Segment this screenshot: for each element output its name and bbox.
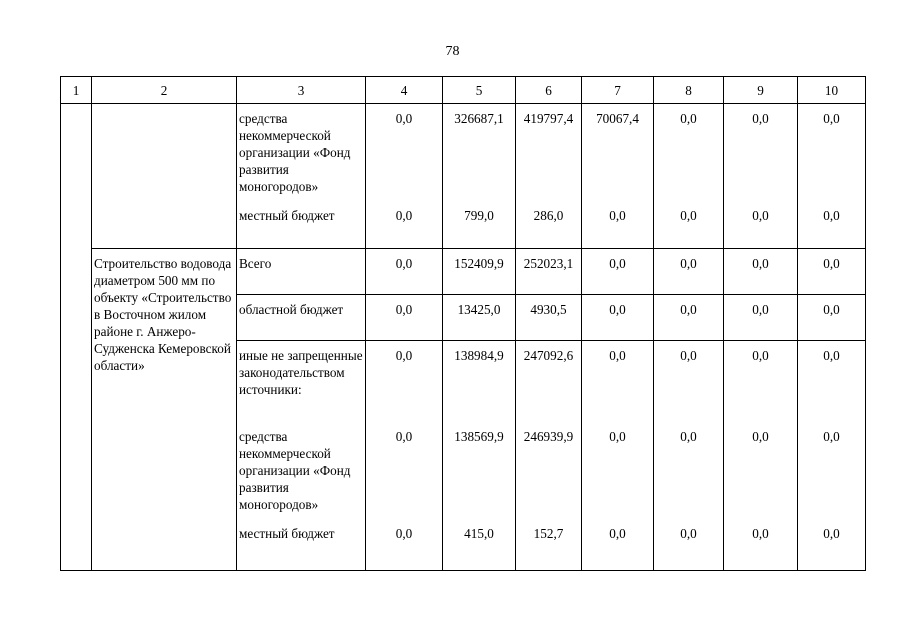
value-cell: 0,0 bbox=[724, 249, 798, 295]
value-cell: 152409,9 bbox=[443, 249, 516, 295]
value-cell: 286,0 bbox=[533, 208, 564, 223]
value-cell: 138569,9 bbox=[454, 429, 504, 444]
header-cell: 3 bbox=[237, 77, 366, 104]
value-cell: 419797,4 bbox=[523, 111, 574, 126]
source-label: средства некоммерческой организации «Фонд развития моногородов» bbox=[239, 111, 351, 194]
value-cell: 0,0 bbox=[395, 429, 413, 444]
header-cell: 2 bbox=[92, 77, 237, 104]
value-cell: 0,0 bbox=[395, 526, 413, 541]
value-cell: 0,0 bbox=[609, 208, 626, 223]
value-cell: 0,0 bbox=[654, 249, 724, 295]
value-cell: 138984,9 bbox=[454, 348, 504, 363]
value-cell: 0,0 bbox=[680, 208, 697, 223]
value-cell: 0,0 bbox=[823, 208, 840, 223]
value-cell: 0,0 bbox=[798, 249, 866, 295]
value-cell: 0,0 bbox=[823, 348, 840, 363]
value-cell: 0,0 bbox=[724, 295, 798, 341]
value-cell: 0,0 bbox=[395, 208, 413, 223]
value-cell: 0,0 bbox=[752, 348, 769, 363]
value-cell: 247092,6 bbox=[523, 348, 574, 363]
value-cell: 0,0 bbox=[654, 295, 724, 341]
value-cell: 0,0 bbox=[752, 111, 769, 126]
value-cell: 326687,1 bbox=[454, 111, 504, 126]
header-cell: 4 bbox=[366, 77, 443, 104]
value-cell: 70067,4 bbox=[596, 111, 639, 126]
source-label: местный бюджет bbox=[239, 208, 335, 223]
value-cell: 0,0 bbox=[395, 348, 413, 363]
value-cell: 13425,0 bbox=[443, 295, 516, 341]
row-number-cell bbox=[61, 104, 92, 571]
value-cell: 0,0 bbox=[366, 249, 443, 295]
value-cell: 0,0 bbox=[752, 429, 769, 444]
value-cell: 0,0 bbox=[609, 429, 626, 444]
table-row bbox=[61, 249, 866, 295]
header-cell: 6 bbox=[516, 77, 582, 104]
source-label: иные не запрещенные законодательством источники: bbox=[239, 348, 363, 397]
source-label: Всего bbox=[237, 249, 366, 295]
value-cell: 152,7 bbox=[533, 526, 564, 541]
value-cell: 0,0 bbox=[582, 249, 654, 295]
value-cell: 0,0 bbox=[680, 429, 697, 444]
value-cell: 0,0 bbox=[823, 429, 840, 444]
value-cell: 252023,1 bbox=[516, 249, 582, 295]
value-cell: 0,0 bbox=[609, 348, 626, 363]
value-cell: 0,0 bbox=[823, 526, 840, 541]
source-label: средства некоммерческой организации «Фонд развития моногородов» bbox=[239, 429, 351, 512]
value-cell: 0,0 bbox=[680, 111, 697, 126]
value-cell: 0,0 bbox=[680, 348, 697, 363]
value-cell: 4930,5 bbox=[516, 295, 582, 341]
header-cell: 9 bbox=[724, 77, 798, 104]
value-cell: 0,0 bbox=[752, 208, 769, 223]
value-cell: 0,0 bbox=[752, 526, 769, 541]
value-cell: 0,0 bbox=[823, 111, 840, 126]
object-name: Строительство водовода диаметром 500 мм по объекту «Строительство в Восточном жилом районе г. Анжеро-Судженска Кемеровской области» bbox=[92, 249, 237, 571]
source-label: областной бюджет bbox=[237, 295, 366, 341]
object-cell-empty bbox=[92, 104, 237, 249]
value-cell: 0,0 bbox=[798, 295, 866, 341]
value-cell: 415,0 bbox=[464, 526, 494, 541]
value-cell: 0,0 bbox=[609, 526, 626, 541]
value-cell: 0,0 bbox=[680, 526, 697, 541]
page-number: 78 bbox=[445, 44, 460, 59]
value-cell: 0,0 bbox=[366, 295, 443, 341]
header-row bbox=[61, 77, 866, 104]
header-cell: 5 bbox=[443, 77, 516, 104]
header-cell: 1 bbox=[61, 77, 92, 104]
value-cell: 246939,9 bbox=[523, 429, 574, 444]
header-cell: 10 bbox=[798, 77, 866, 104]
source-label: местный бюджет bbox=[239, 526, 335, 541]
value-cell: 0,0 bbox=[582, 295, 654, 341]
value-cell: 0,0 bbox=[395, 111, 413, 126]
budget-table bbox=[60, 76, 866, 571]
table-row bbox=[61, 104, 866, 249]
value-cell: 799,0 bbox=[464, 208, 494, 223]
header-cell: 8 bbox=[654, 77, 724, 104]
header-cell: 7 bbox=[582, 77, 654, 104]
